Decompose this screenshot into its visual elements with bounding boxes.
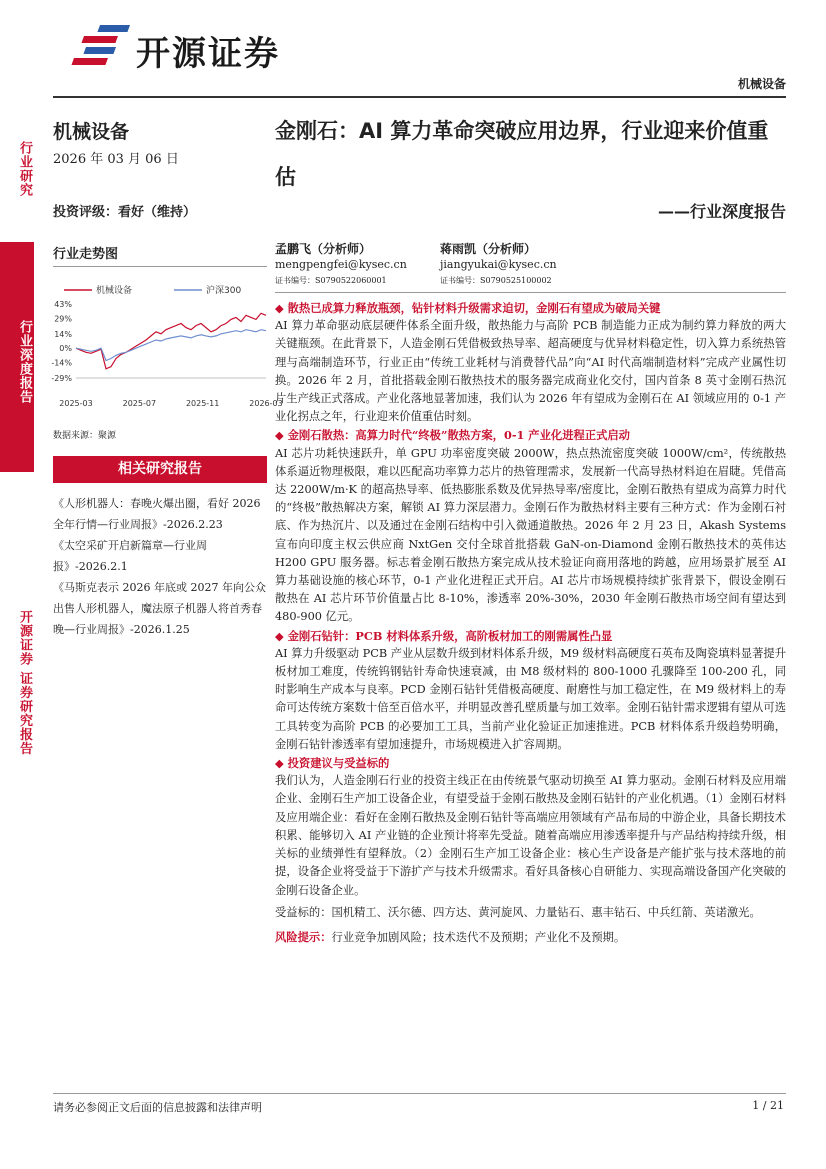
analyst-cert: 证书编号：S0790525100002: [440, 276, 552, 285]
x-tick-label: 2025-11: [185, 399, 220, 408]
legend-label: 机械设备: [96, 286, 133, 296]
y-tick-label: 29%: [54, 314, 72, 324]
analyst-name: 孟鹏飞（分析师）: [275, 242, 372, 256]
y-tick-label: 0%: [59, 344, 72, 354]
risk-text: 行业竞争加剧风险；技术迭代不及预期；产业化不及预期。: [331, 930, 626, 944]
header-divider: [53, 96, 786, 98]
report-title: 金刚石：AI 算力革命突破应用边界，行业迎来价值重估: [275, 119, 769, 189]
section-heading: ◆ 金刚石钻针：PCB 材料体系升级，高阶板材加工的刚需属性凸显: [275, 627, 786, 645]
related-reports-list: [53, 493, 267, 640]
x-tick-label: 2025-03: [59, 399, 93, 408]
kysec-logo-icon: [78, 25, 130, 71]
page-number: 1 / 21: [752, 1099, 784, 1112]
section-heading: ◆ 投资建议与受益标的: [275, 754, 786, 772]
section-text: AI 芯片功耗快速跃升，单 GPU 功率密度突破 2000W，热点热流密度突破 1000W/cm²，传统散热体系逼近物理极限，难以匹配高功率算力芯片的热管理需求，发展新一代高导热材料迫在眉睫。凭借高达 2200W/m·K 的超高热导率、低热膨胀系数及优异热导率/密度比，金刚石散热有望成为高算力时代的“终极”散热解决方案，解锁 AI 算力深层潜力。金刚石作为散热材料主要有三种方式：作为金刚石衬底、作为热沉片、以及通过在金刚石结构中引入微通道散热。2026 年 2 月 23 日，Akash Systems 宣布向印度主权云供应商 NxtGen 交付全球首批搭载 GaN-on-Diamond 金刚石散热技术的英伟达 H200 GPU 服务器。标志着金刚石散热方案完成从技术验证向商用落地的跨越，应用场景扩展至 AI 算力基础设施的核心环节，0-1 产业化进程正式开启。AI 芯片市场规模持续扩张背景下，假设金刚石散热在 AI 芯片环节价值量占比 8-10%，渗透率 20%-30%，2030 年金刚石散热市场空间有望达到 480-900 亿元。: [275, 446, 786, 624]
related-report-link[interactable]: 《人形机器人：春晚火爆出圈，看好 2026 全年行情—行业周报》-2026.2.23: [53, 497, 261, 531]
side-tab-publisher: 开源证券 证券研究报告: [0, 578, 34, 778]
footer-disclaimer[interactable]: 请务必参阅正文后面的信息披露和法律声明: [53, 1101, 262, 1114]
sector-name: 机械设备: [53, 121, 130, 143]
logo-text: 开源证券: [136, 34, 280, 74]
section-heading: ◆ 散热已成算力释放瓶颈，钻针材料升级需求迫切，金刚石有望成为破局关键: [275, 299, 786, 317]
section-text: AI 算力革命驱动底层硬件体系全面升级，散热能力与高阶 PCB 制造能力正成为制约算力释放的两大关键瓶颈。在此背景下，人造金刚石凭借极致热导率、超高硬度与优异材料稳定性，切入算力系统热管理与高端制造环节，行业正由“传统工业耗材与消费替代品”向“AI 时代高端制造材料”完成产业属性切换。2026 年 2 月，首批搭载金刚石散热技术的服务器完成商业化交付，国内首条 8 英寸金刚石热沉片生产线正式落成。产业化落地显著加速，我们认为 2026 年有望成为金刚石在 AI 领域应用的 0-1 产业化拐点之年，行业迎来价值重估时刻。: [275, 319, 786, 424]
analyst-cert: 证书编号：S0790522060001: [275, 276, 387, 285]
analyst-email[interactable]: mengpengfei@kysec.cn: [275, 258, 407, 271]
report-date: 2026 年 03 月 06 日: [53, 152, 179, 167]
section-text: 我们认为，人造金刚石行业的投资主线正在由传统景气驱动切换至 AI 算力驱动。金刚石材料及应用端企业、金刚石生产加工设备企业，有望受益于金刚石散热及金刚石钻针的产业化机遇。（1）金刚石材料及应用端企业：看好在金刚石散热及金刚石钻针等高端应用领域有产品布局的中游企业，具备长期技术积累、能够切入 AI 产业链的企业预计将率先受益。随着高端应用渗透率提升与产品结构持续升级，相关标的业绩弹性有望释放。（2）金刚石生产加工设备企业：核心生产设备是产能扩张与技术落地的前提，设备企业将受益于下游扩产与技术升级需求。看好具备核心自研能力、实现高端设备国产化突破的金刚石设备企业。: [275, 774, 786, 897]
side-tab-report-type: 行业深度报告: [0, 242, 34, 472]
report-body: [275, 299, 786, 947]
y-tick-label: -14%: [51, 358, 72, 368]
analyst-card: [275, 241, 407, 289]
section-heading: ◆ 金刚石散热：高算力时代“终极”散热方案，0-1 产业化进程正式启动: [275, 426, 786, 444]
report-subtitle: ——行业深度报告: [657, 202, 786, 221]
related-report-link[interactable]: 《马斯克表示 2026 年底或 2027 年向公众出售人形机器人，魔法原子机器人将首秀春晚—行业周报》-2026.1.25: [53, 581, 266, 636]
y-tick-label: 14%: [54, 329, 72, 339]
y-tick-label: -29%: [51, 374, 72, 383]
series-line: [76, 313, 266, 369]
analyst-name: 蒋雨凯（分析师）: [440, 242, 537, 256]
footer-divider: [53, 1093, 786, 1094]
beneficiaries-text: 受益标的：国机精工、沃尔德、四方达、黄河旋风、力量钻石、惠丰钻石、中兵红箭、英诺激光。: [275, 905, 761, 919]
y-tick-label: 43%: [54, 300, 72, 309]
trend-chart-title: 行业走势图: [53, 247, 119, 262]
series-line: [76, 330, 266, 361]
x-tick-label: 2025-07: [122, 399, 157, 408]
chart-source: 数据来源：聚源: [53, 431, 117, 441]
trend-chart: [46, 280, 283, 420]
analyst-email[interactable]: jiangyukai@kysec.cn: [440, 258, 557, 271]
trend-divider: [53, 266, 267, 267]
body-divider: [275, 292, 786, 293]
investment-rating: 投资评级：看好（维持）: [53, 205, 197, 220]
side-tab-industry-research: 行业研究: [0, 88, 34, 240]
related-reports-header: 相关研究报告: [53, 456, 267, 483]
x-tick-label: 2026-03: [249, 399, 283, 408]
related-report-link[interactable]: 《太空采矿开启新篇章—行业周报》-2026.2.1: [53, 539, 207, 573]
legend-label: 沪深300: [206, 286, 242, 296]
section-text: AI 算力升级驱动 PCB 产业从层数升级到材料体系升级，M9 级材料高硬度石英布及陶瓷填料显著提升板材加工难度，传统钨钢钻针寿命快速衰减，由 M8 级材料的 800-1000 孔骤降至 100-200 孔，同时影响生产成本与良率。PCD 金刚石钻针凭借极高硬度、耐磨性与加工稳定性，在 M9 级材料上的寿命可达传统方案数十倍至百倍水平，并明显改善孔壁质量与加工效率。金刚石钻针需求逻辑有望从可选工具转变为高阶 PCB 的必要加工工具，当前产业化验证正加速推进。PCB 材料体系升级趋势明确，金刚石钻针渗透率有望加速提升，市场规模进入扩容周期。: [275, 646, 786, 751]
risk-heading: 风险提示：: [275, 929, 332, 944]
analyst-card: [440, 241, 557, 289]
header-category: 机械设备: [737, 77, 786, 91]
risk-line: [275, 928, 786, 947]
